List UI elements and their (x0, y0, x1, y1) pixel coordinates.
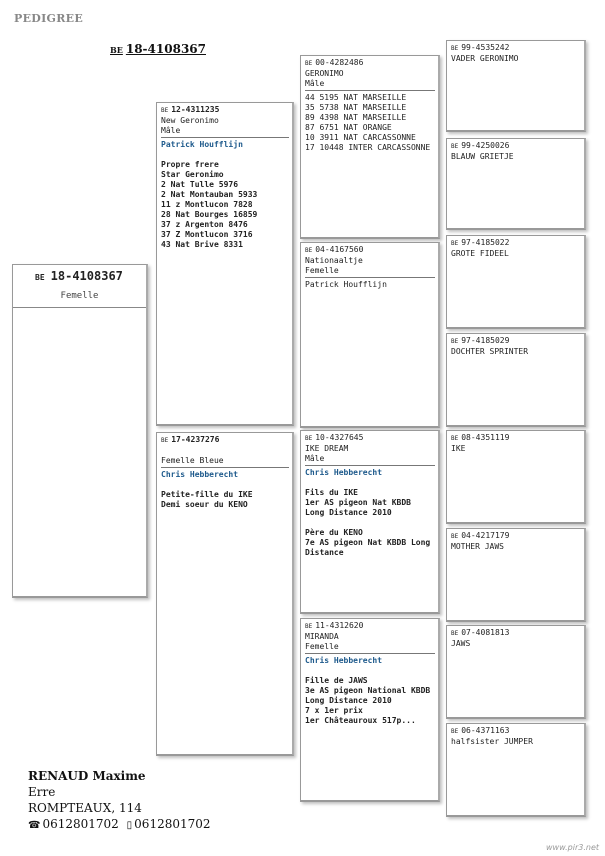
ring-number: 97-4185029 (461, 336, 510, 345)
g3-card-6 (446, 528, 586, 622)
note-line: 43 Nat Brive 8331 (161, 240, 243, 249)
pigeon-name: DOCHTER SPRINTER (451, 347, 529, 356)
note-line: Fille de JAWS (305, 676, 368, 685)
country-code: BE (161, 437, 169, 444)
divider (305, 653, 435, 654)
breeder-name: Chris Hebberecht (305, 468, 383, 477)
ring-number: 08-4351119 (461, 433, 510, 442)
g3-card-5 (446, 430, 586, 524)
ring (161, 105, 288, 116)
pigeon-name: VADER GERONIMO (451, 54, 519, 63)
pigeon-sex: Mâle (305, 454, 325, 463)
note-line: 7 x 1er prix (305, 706, 363, 715)
note-line: Demi soeur du KENO (161, 500, 248, 509)
notes (305, 676, 434, 726)
pigeon-name: GROTE FIDEEL (451, 249, 509, 258)
dam-sire-card (300, 430, 440, 614)
divider (305, 90, 435, 91)
phone-icon: ☎ (28, 820, 41, 831)
note-line: Fils du IKE (305, 488, 358, 497)
note-line: Père du KENO (305, 528, 363, 537)
country-code: BE (451, 630, 459, 637)
ring-number: 10-4327645 (315, 433, 364, 442)
ring-number: 12-4311235 (171, 105, 220, 114)
divider (161, 467, 289, 468)
country-code: BE (305, 435, 313, 442)
pigeon-name: BLAUW GRIETJE (451, 152, 514, 161)
country-code: BE (161, 107, 169, 114)
owner-name: RENAUD Maxime (28, 769, 146, 783)
country-code: BE (110, 45, 123, 55)
country-code: BE (305, 247, 313, 254)
note-line: 7e AS pigeon Nat KBDB Long (305, 538, 431, 547)
notes (161, 490, 288, 510)
page-title: PEDIGREE (14, 12, 84, 25)
divider (13, 307, 146, 308)
result-line: 17 10448 INTER CARCASSONNE (305, 143, 431, 152)
pigeon-name: JAWS (451, 639, 471, 648)
g3-card-8 (446, 723, 586, 817)
pigeon-sex: Femelle (305, 266, 339, 275)
breeder-name: Patrick Houfflijn (161, 140, 243, 149)
note-line: Long Distance 2010 (305, 696, 392, 705)
note-line: Star Geronimo (161, 170, 224, 179)
divider (161, 137, 289, 138)
note-line: 28 Nat Bourges 16859 (161, 210, 258, 219)
ring-number: 06-4371163 (461, 726, 510, 735)
ring (161, 435, 288, 446)
pigeon-sex: Femelle Bleue (161, 456, 224, 465)
note-line: 3e AS pigeon National KBDB (305, 686, 431, 695)
note-line: Propre frere (161, 160, 219, 169)
main-ring (13, 271, 146, 283)
note-line: 11 z Montlucon 7828 (161, 200, 253, 209)
ring (305, 433, 434, 444)
result-line: 35 5738 NAT MARSEILLE (305, 103, 407, 112)
sire-sire-card (300, 55, 440, 239)
ring (305, 245, 434, 256)
result-line: 89 4398 NAT MARSEILLE (305, 113, 407, 122)
dam-card (156, 432, 294, 756)
pigeon-sex: Mâle (305, 79, 325, 88)
main-pigeon-card (12, 264, 148, 598)
country-code: BE (451, 435, 459, 442)
note-line: Distance (305, 548, 344, 557)
pigeon-name (161, 446, 288, 456)
g3-card-3 (446, 235, 586, 329)
pigeon-name: halfsister JUMPER (451, 737, 533, 746)
pigeon-name: IKE (451, 444, 466, 453)
ring-number: 99-4535242 (461, 43, 510, 52)
note-line: Petite-fille du IKE (161, 490, 253, 499)
result-line: 10 3911 NAT CARCASSONNE (305, 133, 416, 142)
ring-number: 18-4108367 (50, 269, 123, 283)
country-code: BE (451, 533, 459, 540)
g3-card-4 (446, 333, 586, 427)
divider (305, 465, 435, 466)
breeder-name: Patrick Houfflijn (305, 280, 387, 289)
ring-number: 07-4081813 (461, 628, 510, 637)
mobile-number: 0612801702 (134, 817, 211, 831)
breeder-name: Chris Hebberecht (161, 470, 239, 479)
phone-number: 0612801702 (42, 817, 119, 831)
ring-number: 11-4312620 (315, 621, 364, 630)
results (305, 93, 434, 153)
ring (305, 621, 434, 632)
pigeon-name: New Geronimo (161, 116, 219, 125)
ring-number: 18-4108367 (125, 42, 206, 56)
country-code: BE (451, 143, 459, 150)
note-line: Long Distance 2010 (305, 508, 392, 517)
note-line: 2 Nat Montauban 5933 (161, 190, 258, 199)
main-sex: Femelle (60, 291, 99, 301)
note-line: 37 Z Montlucon 3716 (161, 230, 253, 239)
footer-url: www.pir3.net (545, 843, 599, 852)
note-line: 2 Nat Tulle 5976 (161, 180, 239, 189)
country-code: BE (35, 273, 45, 282)
notes (161, 160, 288, 250)
divider (305, 277, 435, 278)
pigeon-sex: Mâle (161, 126, 181, 135)
owner-city: Erre (28, 785, 56, 799)
sire-card (156, 102, 294, 426)
country-code: BE (451, 45, 459, 52)
ring-number: 97-4185022 (461, 238, 510, 247)
ring-number: 17-4237276 (171, 435, 220, 444)
notes (305, 488, 434, 518)
g3-card-7 (446, 625, 586, 719)
owner-block (28, 768, 211, 834)
pigeon-name: MOTHER JAWS (451, 542, 504, 551)
ring-number: 99-4250026 (461, 141, 510, 150)
country-code: BE (451, 338, 459, 345)
g3-card-2 (446, 138, 586, 230)
note-line: 1er Châteauroux 517p... (305, 716, 416, 725)
pigeon-name: IKE DREAM (305, 444, 349, 453)
ring-number: 04-4167560 (315, 245, 364, 254)
ring-number: 00-4282486 (315, 58, 364, 67)
owner-phones (28, 816, 211, 834)
mobile-icon: ▯ (126, 820, 133, 831)
ring-number: 04-4217179 (461, 531, 510, 540)
country-code: BE (451, 728, 459, 735)
notes (305, 528, 434, 558)
ring (305, 58, 434, 69)
g3-card-1 (446, 40, 586, 132)
result-line: 87 6751 NAT ORANGE (305, 123, 392, 132)
pigeon-name: MIRANDA (305, 632, 339, 641)
pigeon-name: GERONIMO (305, 69, 344, 78)
top-ring-number (110, 42, 206, 56)
result-line: 44 5195 NAT MARSEILLE (305, 93, 407, 102)
pigeon-name: Nationaaltje (305, 256, 363, 265)
owner-address: ROMPTEAUX, 114 (28, 801, 142, 815)
note-line: 37 z Argenton 8476 (161, 220, 248, 229)
note-line: 1er AS pigeon Nat KBDB (305, 498, 411, 507)
country-code: BE (305, 60, 313, 67)
pigeon-sex: Femelle (305, 642, 339, 651)
country-code: BE (305, 623, 313, 630)
country-code: BE (451, 240, 459, 247)
breeder-name: Chris Hebberecht (305, 656, 383, 665)
dam-dam-card (300, 618, 440, 802)
sire-dam-card (300, 242, 440, 428)
